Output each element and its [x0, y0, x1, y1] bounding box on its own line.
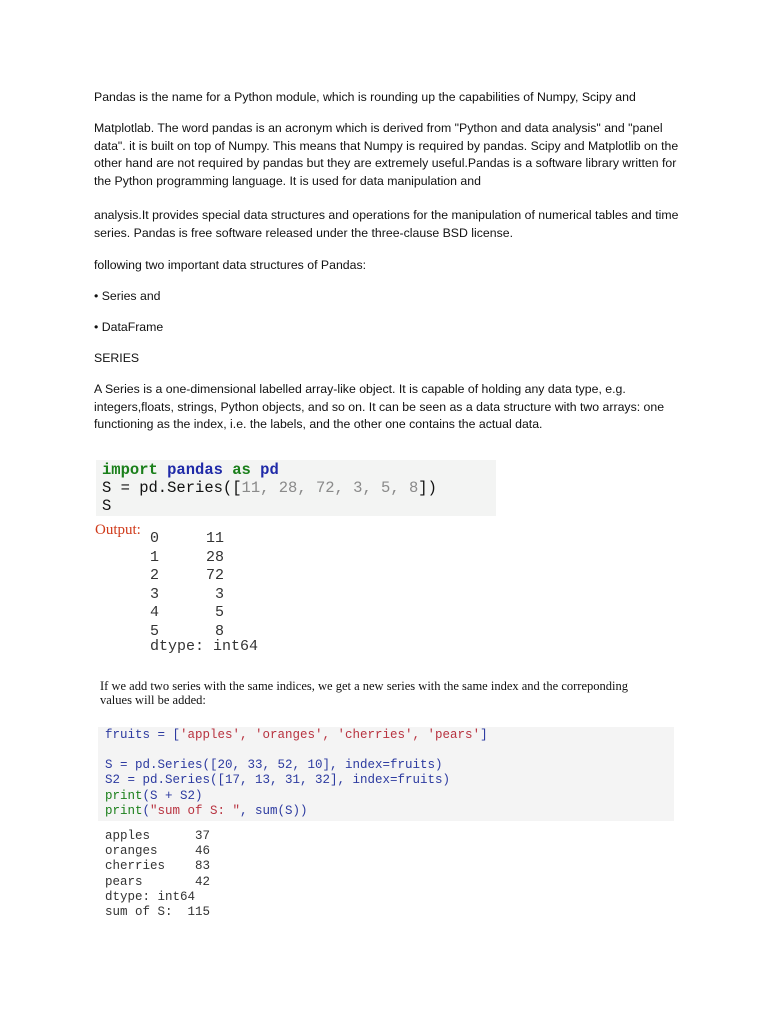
code-text: (	[142, 804, 151, 818]
keyword-print: print	[105, 804, 143, 818]
output-line: pears 42	[105, 874, 211, 889]
output-value: 72	[205, 567, 224, 584]
keyword-as: as	[232, 461, 251, 479]
output-line: cherries 83	[105, 859, 211, 874]
output-dtype: dtype: int64	[150, 638, 259, 655]
module-name: pandas	[167, 461, 223, 479]
code-block-fruits	[98, 727, 674, 821]
code-line-series	[102, 479, 437, 497]
output-line: sum of S: 115	[105, 905, 211, 919]
output-value: 8	[214, 622, 224, 640]
code-line-s: S = pd.Series([20, 33, 52, 10], index=fruits)	[105, 758, 443, 772]
code-line-s: S	[102, 497, 112, 515]
code-line-import	[102, 461, 279, 479]
bullet-series: • Series and	[94, 289, 161, 303]
keyword-print: print	[105, 789, 143, 803]
series-heading: SERIES	[94, 351, 140, 365]
output-line: oranges 46	[105, 844, 211, 859]
code-line-s2: S2 = pd.Series([17, 13, 31, 32], index=fruits)	[105, 773, 451, 787]
output-value: 28	[205, 548, 224, 566]
code-line-print-total	[105, 804, 308, 818]
output-line: apples 37	[105, 829, 211, 843]
code-string: "sum of S: "	[150, 804, 241, 818]
output-index: 2	[150, 567, 160, 584]
code-text: (S + S2)	[142, 789, 203, 803]
code-line-fruits	[105, 728, 488, 742]
output-index: 0	[150, 530, 160, 547]
code-text: S = pd.Series([	[102, 479, 242, 497]
code-text: fruits = [	[105, 728, 181, 742]
output-index: 1	[150, 548, 160, 566]
output-value: 11	[205, 530, 224, 547]
keyword-import: import	[102, 461, 158, 479]
output-value: 5	[214, 604, 224, 621]
output-index: 4	[150, 604, 160, 621]
addition-note: If we add two series with the same indices, we get a new series with the same index and the correponding values will be added:	[100, 679, 628, 707]
structures-intro: following two important data structures of Pandas:	[94, 258, 367, 272]
output-value: 3	[214, 585, 224, 603]
intro-paragraph-2: Matplotlab. The word pandas is an acronym which is derived from "Python and data analysis" and "panel data". it is built on top of Numpy. This means that Numpy is required by pandas. Scipy and Matplotlib on the other hand are not required by pandas but they are extremely useful.Pandas is a software library written for the Python programming language. It is used for data manipulation and	[94, 121, 679, 188]
code-block-series	[96, 460, 496, 516]
output-index: 3	[150, 585, 160, 603]
code-numbers: 11, 28, 72, 3, 5, 8	[241, 479, 419, 497]
series-description: A Series is a one-dimensional labelled array-like object. It is capable of holding any data type, e.g. integers,floats, strings, Python objects, and so on. It can be seen as a data structure with two arrays: one functioning as the index, i.e. the labels, and the other one contains the actual data.	[94, 382, 665, 431]
code-text: , sum(S))	[240, 804, 308, 818]
code-text: ])	[418, 479, 437, 497]
output-index: 5	[150, 622, 160, 640]
output-line: dtype: int64	[105, 889, 196, 904]
bullet-dataframe: • DataFrame	[94, 320, 164, 334]
module-alias: pd	[260, 461, 279, 479]
code-line-print-sum	[105, 789, 203, 803]
intro-paragraph-1: Pandas is the name for a Python module, which is rounding up the capabilities of Numpy, Scipy and	[94, 90, 636, 104]
code-strings: 'apples', 'oranges', 'cherries', 'pears'	[180, 728, 481, 742]
intro-paragraph-3: analysis.It provides special data structures and operations for the manipulation of numerical tables and time series. Pandas is free software released under the three-clause BSD license.	[94, 208, 679, 240]
output-label: Output:	[95, 522, 141, 538]
code-text: ]	[480, 728, 488, 742]
